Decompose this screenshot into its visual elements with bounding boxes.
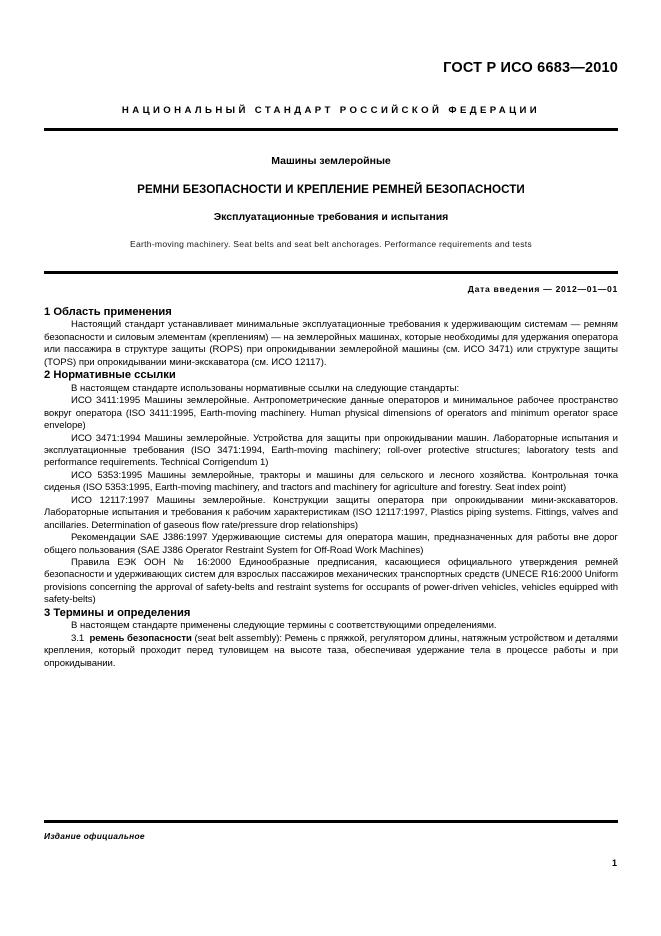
reference-iso-5353: ИСО 5353:1995 Машины землеройные, тракторы и машины для сельского и лесного хозяйства. Контрольная точка сиденья (ISO 5353:1995, Earth-moving machinery, and tractors and machinery for agriculture and forestry. Seat index point) bbox=[44, 469, 618, 494]
header-divider-rule bbox=[44, 128, 618, 131]
title-english: Earth-moving machinery. Seat belts and seat belt anchorages. Performance requirements and tests bbox=[130, 239, 532, 249]
title-machines: Машины землеройные bbox=[271, 155, 391, 167]
section-heading-2: 2 Нормативные ссылки bbox=[44, 369, 176, 382]
national-standard-banner: НАЦИОНАЛЬНЫЙ СТАНДАРТ РОССИЙСКОЙ ФЕДЕРАЦИИ bbox=[121, 105, 541, 116]
title-subtitle: Эксплуатационные требования и испытания bbox=[213, 211, 449, 223]
term-name: ремень безопасности bbox=[89, 632, 192, 644]
reference-iso-3411: ИСО 3411:1995 Машины землеройные. Антропометрические данные операторов и минимальное рабочее пространство вокруг оператора (ISO 3411:1995, Earth-moving machinery. Human physical dimensions of operators and minimum operator space envelope) bbox=[44, 395, 618, 432]
section-2-intro: В настоящем стандарте использованы нормативные ссылки на следующие стандарты: bbox=[71, 382, 460, 394]
official-edition-note: Издание официальное bbox=[44, 831, 145, 841]
section-heading-1: 1 Область применения bbox=[44, 306, 172, 318]
page-number: 1 bbox=[611, 858, 617, 868]
standard-code: ГОСТ Р ИСО 6683—2010 bbox=[443, 60, 618, 76]
section-3-intro: В настоящем стандарте применены следующие термины с соответствующими определениями. bbox=[71, 620, 497, 632]
term-number: 3.1 bbox=[71, 632, 85, 644]
section-1-paragraph: Настоящий стандарт устанавливает минимальные эксплуатационные требования к удерживающим системам — ремням безопасности и силовым элементам (креплениям) — на землеройных машинах, которые необходимы для удержания оператора или пассажира в структуре защиты (ROPS) при опрокидывании землеройной машины (см. ИСО 3471) или структуре защиты (TOPS) при опрокидывании мини-экскаватора (см. ИСО 12117). bbox=[44, 319, 618, 368]
reference-sae-j386: Рекомендации SAE J386:1997 Удерживающие системы для оператора машин, предназначенных для работы вне дорог общего пользования (SAE J386 Operator Restraint System for Off-Road Work Machines) bbox=[44, 532, 618, 556]
term-definition-3-1 bbox=[44, 633, 618, 670]
section-heading-3: 3 Термины и определения bbox=[44, 606, 191, 619]
reference-iso-12117: ИСО 12117:1997 Машины землеройные. Конструкции защиты оператора при опрокидывании мини-экскаваторов. Лабораторные испытания и требования к рабочим характеристикам (ISO 12117:1997, Plastics piping systems. Fittings, valves and ancillaries. Determination of gaseous flow rate/pressure drop relationships) bbox=[44, 494, 618, 531]
footer-divider-rule bbox=[44, 820, 618, 823]
reference-unece-r16: Правила ЕЭК ООН № 16:2000 Единообразные предписания, касающиеся официального утверждения ремней безопасности и удерживающих систем для взрослых пассажиров механических транспортных средств (UNECE R16:2000 Uniform provisions concerning the approval of safety-belts and restraint systems for occupants of power-driven vehicles, vehicles equipped with safety-belts) bbox=[44, 557, 618, 606]
introduction-date: Дата введения — 2012—01—01 bbox=[467, 284, 618, 294]
title-main: РЕМНИ БЕЗОПАСНОСТИ И КРЕПЛЕНИЕ РЕМНЕЙ БЕЗОПАСНОСТИ bbox=[137, 183, 525, 196]
term-body: (seat belt assembly): Ремень с пряжкой, регулятором длины, натяжным устройством и деталями крепления, который проходит перед туловищем на высоте таза, обеспечивая удержание тела в процессе работы и при опрокидывании. bbox=[44, 632, 618, 669]
reference-iso-3471: ИСО 3471:1994 Машины землеройные. Устройства для защиты при опрокидывании машин. Лабораторные испытания и эксплуатационные требования (ISO 3471:1994, Earth-moving machinery; roll-over protective structures; laboratory tests and performance requirements. Technical Corrigendum 1) bbox=[44, 432, 618, 469]
title-divider-rule bbox=[44, 271, 618, 274]
document-body bbox=[44, 306, 618, 670]
